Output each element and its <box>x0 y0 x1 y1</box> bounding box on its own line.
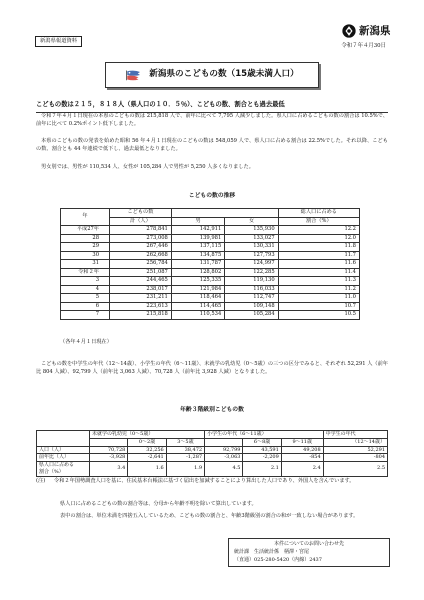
value-cell: 267,446 <box>110 243 172 252</box>
year-cell: 31 <box>61 260 110 269</box>
table1-footnote: （各年４月１日現在） <box>60 339 112 345</box>
year-cell: 28 <box>61 234 110 243</box>
table-row <box>61 226 360 235</box>
value-cell: -2,641 <box>128 454 166 462</box>
value-cell: 134,875 <box>171 251 224 260</box>
value-cell: 2.4 <box>281 462 323 477</box>
table-row <box>61 260 360 269</box>
col-ratio: 総人口に占める <box>278 209 359 218</box>
value-cell: 105,284 <box>225 311 278 320</box>
value-cell: 10.5 <box>278 311 359 320</box>
logo-text: 新潟県 <box>359 25 391 37</box>
year-cell: 29 <box>61 243 110 252</box>
page-title: 新潟県のこどもの数（15歳未満人口） <box>149 69 299 80</box>
value-cell: 121,984 <box>171 285 224 294</box>
year-cell: 3 <box>61 277 110 286</box>
press-release-tag: 新潟県報道資料 <box>35 36 82 47</box>
col-year: 年 <box>61 209 110 226</box>
value-cell: 11.8 <box>278 243 359 252</box>
table-row <box>61 277 360 286</box>
value-cell: -3,063 <box>205 454 243 462</box>
value-cell: 118,464 <box>171 294 224 303</box>
value-cell: 137,115 <box>171 243 224 252</box>
release-date: 令和７年４月30日 <box>341 43 386 49</box>
t2-h-jhs-range: （12～14歳） <box>323 438 387 446</box>
table-row <box>61 311 360 320</box>
note-1-text: 令和２年国勢調査人口を基に、住民基本台帳法に基づく届出を加減することにより算出した人口であり、外国人を含んでいます。 <box>54 478 355 484</box>
value-cell: 2.1 <box>243 462 281 477</box>
value-cell: 92,799 <box>205 446 243 454</box>
paragraph-2: 本県のこどもの数の発表を始めた昭和 56 年４月１日現在のこどもの数は 548,059 人で、県人口に占める割合は 22.5%でした。それ以降、こどもの数、割合とも 44 年連続で低下し、過去最低となりました。 <box>36 138 388 153</box>
col-total: 計（人） <box>110 217 172 226</box>
value-cell: 256,784 <box>110 260 172 269</box>
t2-r1-label: 人口（人） <box>37 446 90 454</box>
year-cell: 6 <box>61 302 110 311</box>
t2-h-ele-b: 9～11歳 <box>281 438 323 446</box>
value-cell: 142,911 <box>171 226 224 235</box>
col-count: こどもの数 <box>110 209 172 218</box>
contact-heading: 本件についてのお問い合わせ先 <box>274 541 344 547</box>
value-cell: 11.7 <box>278 251 359 260</box>
value-cell: 116,033 <box>225 285 278 294</box>
value-cell: 128,802 <box>171 268 224 277</box>
year-cell: 5 <box>61 294 110 303</box>
table-row <box>61 251 360 260</box>
col-blank <box>171 209 278 218</box>
value-cell: 231,211 <box>110 294 172 303</box>
t2-r3-label: 県人口に占める 割合（%） <box>37 462 90 477</box>
t2-blank-a <box>90 438 128 446</box>
note-3: 表中の割合は、単位未満を四捨五入しているため、こどもの数の割合と、年齢3階級別の割合の和が一致しない場合があります。 <box>60 513 359 519</box>
value-cell: 130,331 <box>225 243 278 252</box>
t2-h-preschool: 未就学の乳幼児（0～5歳） <box>90 431 205 439</box>
value-cell: 4.5 <box>205 462 243 477</box>
value-cell: 109,148 <box>225 302 278 311</box>
paragraph-1: 令和７年４月１日現在の本県のこどもの数は 215,818 人で、前年に比べて 7,795 人減少しました。県人口に占めるこどもの数の割合は 10.5%で、前年に比べて 0.2%ポイント低下しました。 <box>36 113 388 128</box>
value-cell: 11.3 <box>278 277 359 286</box>
col-ratio-unit: 割合（%） <box>278 217 359 226</box>
value-cell: 3.4 <box>90 462 128 477</box>
value-cell: 11.2 <box>278 285 359 294</box>
prefecture-logo <box>342 23 391 39</box>
value-cell: 127,793 <box>225 251 278 260</box>
paragraph-4: こどもの数を中学生の年代（12～14歳）、小学生の年代（6～11歳）、未就学の乳幼児（0～5歳）の三つの区分でみると、それぞれ 52,291 人（前年比 804 人減）、92,799 人（前年比 3,063 人減）、70,728 人（前年比 3,928 人減）となりました。 <box>36 361 388 376</box>
value-cell: 262,668 <box>110 251 172 260</box>
value-cell: 70,728 <box>90 446 128 454</box>
value-cell: 114,465 <box>171 302 224 311</box>
value-cell: 124,997 <box>225 260 278 269</box>
value-cell: 12.2 <box>278 226 359 235</box>
value-cell: 133,027 <box>225 234 278 243</box>
title-box <box>105 62 319 88</box>
t2-corner <box>37 431 90 447</box>
value-cell: 278,841 <box>110 226 172 235</box>
value-cell: 38,472 <box>166 446 204 454</box>
year-cell: 平成27年 <box>61 226 110 235</box>
note-2: 県人口に占めるこどもの数の割合等は、分母から年齢不明を除いて算出しています。 <box>60 501 257 507</box>
table-row <box>37 446 388 454</box>
value-cell: 12.0 <box>278 234 359 243</box>
table-row <box>37 454 388 462</box>
value-cell: 2.5 <box>323 462 387 477</box>
age-group-table <box>36 430 388 477</box>
t2-h-pre-a: 0～2歳 <box>128 438 166 446</box>
table1-caption: こどもの数の推移 <box>188 193 236 199</box>
table-row <box>61 285 360 294</box>
contact-department: 統計課 生活統計係 柄澤・宮尾 <box>234 548 310 555</box>
value-cell: 244,465 <box>110 277 172 286</box>
value-cell: 10.7 <box>278 302 359 311</box>
value-cell: 52,291 <box>323 446 387 454</box>
t2-r2-label: 前年比（人） <box>37 454 90 462</box>
value-cell: 251,087 <box>110 268 172 277</box>
value-cell: 11.0 <box>278 294 359 303</box>
paragraph-3: 男女別では、男性が 110,534 人、女性が 105,284 人で男性が 5,250 人多くなりました。 <box>41 164 254 170</box>
t2-h-pre-b: 3～5歳 <box>166 438 204 446</box>
col-female: 女 <box>225 217 278 226</box>
table-row <box>61 268 360 277</box>
niigata-emblem-icon <box>342 24 356 38</box>
year-cell: 令和２年 <box>61 268 110 277</box>
value-cell: 1.9 <box>166 462 204 477</box>
value-cell: 122,285 <box>225 268 278 277</box>
table-row <box>61 294 360 303</box>
value-cell: 119,130 <box>225 277 278 286</box>
t2-h-ele-a: 6～8歳 <box>243 438 281 446</box>
contact-box <box>228 538 390 567</box>
t2-h-elementary: 小学生の年代（6～11歳） <box>205 431 324 439</box>
value-cell: 11.6 <box>278 260 359 269</box>
value-cell: -2,209 <box>243 454 281 462</box>
value-cell: 139,981 <box>171 234 224 243</box>
value-cell: 110,534 <box>171 311 224 320</box>
value-cell: 43,591 <box>243 446 281 454</box>
contact-phone: （直通）025-280-5420（内線）2437 <box>234 556 322 563</box>
value-cell: 131,787 <box>171 260 224 269</box>
children-trend-table <box>60 208 360 320</box>
carp-streamer-icon <box>125 69 143 81</box>
value-cell: 32,256 <box>128 446 166 454</box>
value-cell: 238,017 <box>110 285 172 294</box>
value-cell: -1,287 <box>166 454 204 462</box>
year-cell: 7 <box>61 311 110 320</box>
note-mark: (注) <box>36 478 46 484</box>
value-cell: -854 <box>281 454 323 462</box>
value-cell: 49,208 <box>281 446 323 454</box>
value-cell: -3,928 <box>90 454 128 462</box>
table2-caption: 年齢３階級別こどもの数 <box>180 407 244 413</box>
table-row <box>61 243 360 252</box>
value-cell: 1.6 <box>128 462 166 477</box>
col-male: 男 <box>171 217 224 226</box>
table-row <box>37 462 388 477</box>
table-row <box>61 234 360 243</box>
value-cell: 125,335 <box>171 277 224 286</box>
note-1 <box>36 477 388 485</box>
value-cell: 273,008 <box>110 234 172 243</box>
value-cell: 112,747 <box>225 294 278 303</box>
t2-h-juniorhigh: 中学生の年代 <box>323 431 387 439</box>
value-cell: -804 <box>323 454 387 462</box>
headline: こどもの数は２１５，８１８人（県人口の１０．５％）、こどもの数、割合とも過去最低 <box>36 100 388 113</box>
year-cell: 30 <box>61 251 110 260</box>
table-row <box>61 302 360 311</box>
value-cell: 11.4 <box>278 268 359 277</box>
t2-blank-b <box>205 438 243 446</box>
year-cell: 4 <box>61 285 110 294</box>
value-cell: 223,613 <box>110 302 172 311</box>
value-cell: 215,818 <box>110 311 172 320</box>
value-cell: 135,930 <box>225 226 278 235</box>
